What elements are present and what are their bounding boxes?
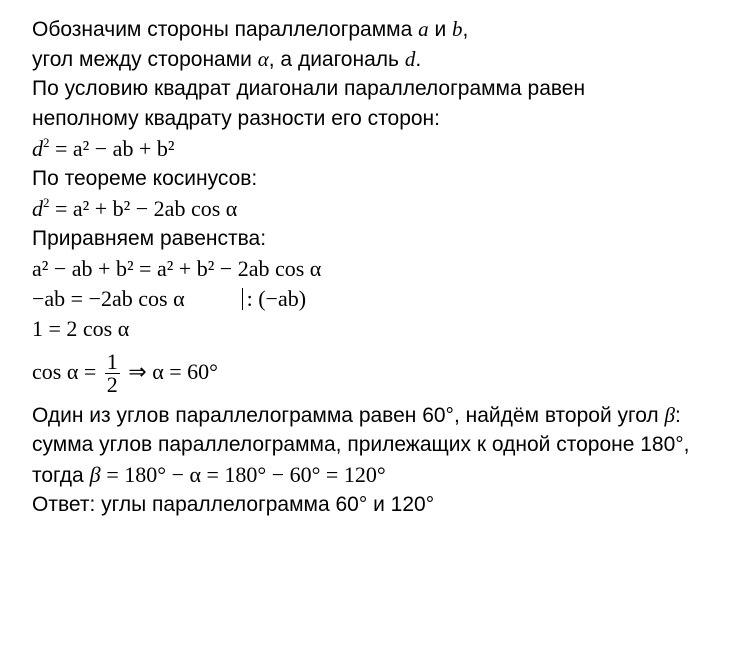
colon-text: : [675,404,681,427]
eq4-left: −ab = −2ab cos α [32,286,185,311]
conjunction-text: и [434,18,447,41]
then-text: тогда [32,464,84,487]
eq1-exp: 2 [43,135,50,150]
eq6-left: cos α = [32,359,97,384]
equation-4 [32,284,732,314]
fraction-denominator: 2 [106,372,118,398]
angle-text: угол между сторонами [32,48,252,71]
answer-text: Ответ: углы параллелограмма 60° и 120° [32,493,435,516]
var-alpha: α [257,47,269,71]
divide-bar [242,288,243,310]
condition-text: По условию квадрат диагонали параллелограмма равен [32,77,586,100]
period-text: . [415,48,422,71]
eq7-beta: β [89,462,101,487]
fraction-numerator: 1 [106,349,118,375]
eq5-text: 1 = 2 cos α [32,316,130,341]
first-angle-text: Один из углов параллелограмма равен 60°, найдём второй угол [32,404,659,427]
fraction-one-half [105,351,120,396]
var-beta: β [664,403,676,427]
equate-text: Приравняем равенства: [32,227,267,250]
cosine-theorem-text: По теореме косинусов: [32,167,258,190]
intro-text: Обозначим стороны параллелограмма [32,18,413,41]
text-line-2 [32,44,732,74]
text-line-8 [32,224,732,254]
text-line-6 [32,164,732,194]
text-line-3 [32,74,732,104]
answer-line [32,490,732,520]
text-line-13 [32,400,732,430]
eq1-d: d [32,136,43,161]
eq1-right: = a² − ab + b² [55,136,175,161]
diagonal-text: , а диагональ [268,48,399,71]
eq2-exp: 2 [43,195,50,210]
text-line-1 [32,14,732,44]
eq4-right: : (−ab) [246,286,307,311]
angle-sum-text: сумма углов параллелограмма, прилежащих к одной стороне 180°, [32,433,690,456]
solution-document [32,14,732,520]
equation-5 [32,314,732,344]
eq2-right: = a² + b² − 2ab cos α [55,196,238,221]
eq6-right: ⇒ α = 60° [128,359,218,384]
text-line-14 [32,430,732,460]
text-line-4 [32,104,732,134]
equation-3 [32,254,732,284]
equation-1 [32,134,732,164]
text-line-15 [32,460,732,490]
var-b: b [452,17,463,41]
eq2-d: d [32,196,43,221]
eq3-text: a² − ab + b² = a² + b² − 2ab cos α [32,256,322,281]
comma-text: , [462,18,469,41]
var-a: a [418,17,429,41]
equation-2 [32,194,732,224]
condition-text-cont: неполному квадрату разности его сторон: [32,107,440,130]
eq7-right: = 180° − α = 180° − 60° = 120° [106,462,386,487]
equation-6 [32,346,732,398]
var-d: d [404,47,416,71]
